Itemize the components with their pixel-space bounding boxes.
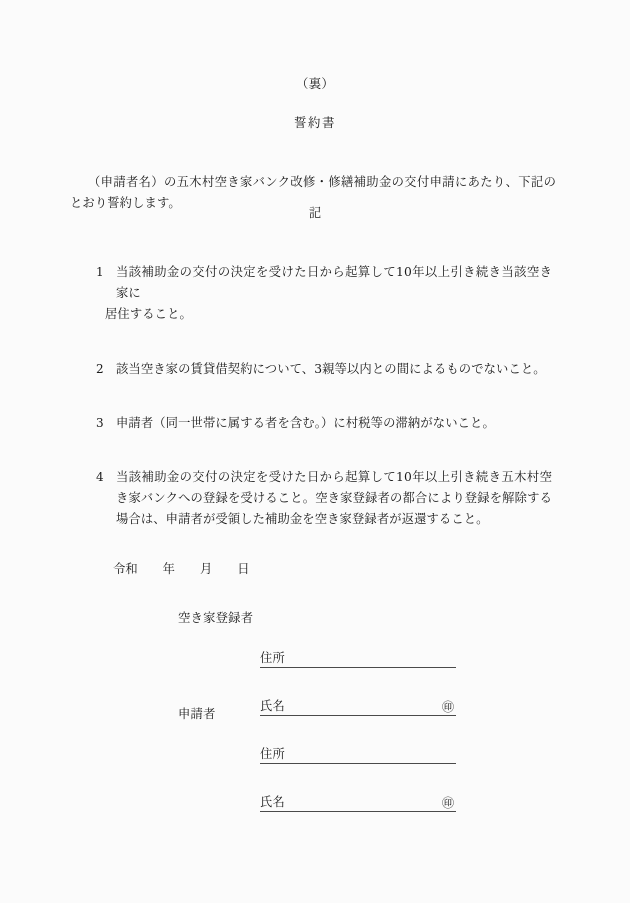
clause-text	[96, 262, 552, 325]
clause-item	[96, 359, 552, 380]
name-field[interactable]	[260, 786, 456, 812]
clause-item	[96, 467, 552, 530]
clause-number: 1	[96, 265, 104, 279]
signature-block-owner	[178, 612, 598, 716]
seal-icon: ㊞	[441, 796, 454, 811]
clause-text: 当該補助金の交付の決定を受けた日から起算して10年以上引き続き五木村空き家バンクへの登録を受けること。空き家登録者の都合により登録を解除する場合は、申請者が受領した補助金を空き家登録者が返還すること。	[116, 470, 552, 526]
clause-list	[96, 262, 552, 530]
address-label: 住所	[260, 747, 286, 761]
clause-item	[96, 262, 552, 325]
name-label: 氏名	[260, 699, 286, 713]
address-field[interactable]	[260, 738, 456, 764]
date-line: 令和 年 月 日	[113, 562, 250, 576]
clause-text-line: 居住すること。	[105, 307, 192, 321]
intro-paragraph: （申請者名）の五木村空き家バンク改修・修繕補助金の交付申請にあたり、下記のとおり誓約します。	[70, 175, 556, 210]
ki-heading: 記	[308, 206, 322, 220]
clause-text: 申請者（同一世帯に属する者を含む。）に村税等の滞納がないこと。	[116, 416, 495, 430]
clause-text-line: 当該補助金の交付の決定を受けた日から起算して10年以上引き続き当該空き家に	[116, 265, 552, 300]
signature-role-label: 空き家登録者	[178, 611, 254, 625]
side-mark: （裏）	[295, 76, 335, 91]
signature-role-label: 申請者	[178, 707, 216, 721]
address-label: 住所	[260, 651, 286, 665]
address-field[interactable]	[260, 642, 456, 668]
seal-icon: ㊞	[441, 700, 454, 715]
clause-number: 4	[96, 470, 104, 484]
clause-item	[96, 413, 552, 434]
clause-number: 3	[96, 416, 104, 430]
clause-number: 2	[96, 362, 104, 376]
name-label: 氏名	[260, 795, 286, 809]
page-title: 誓約書	[293, 115, 336, 130]
clause-text: 該当空き家の賃貸借契約について、3親等以内との間によるものでないこと。	[116, 362, 546, 376]
signature-block-applicant	[178, 708, 598, 812]
